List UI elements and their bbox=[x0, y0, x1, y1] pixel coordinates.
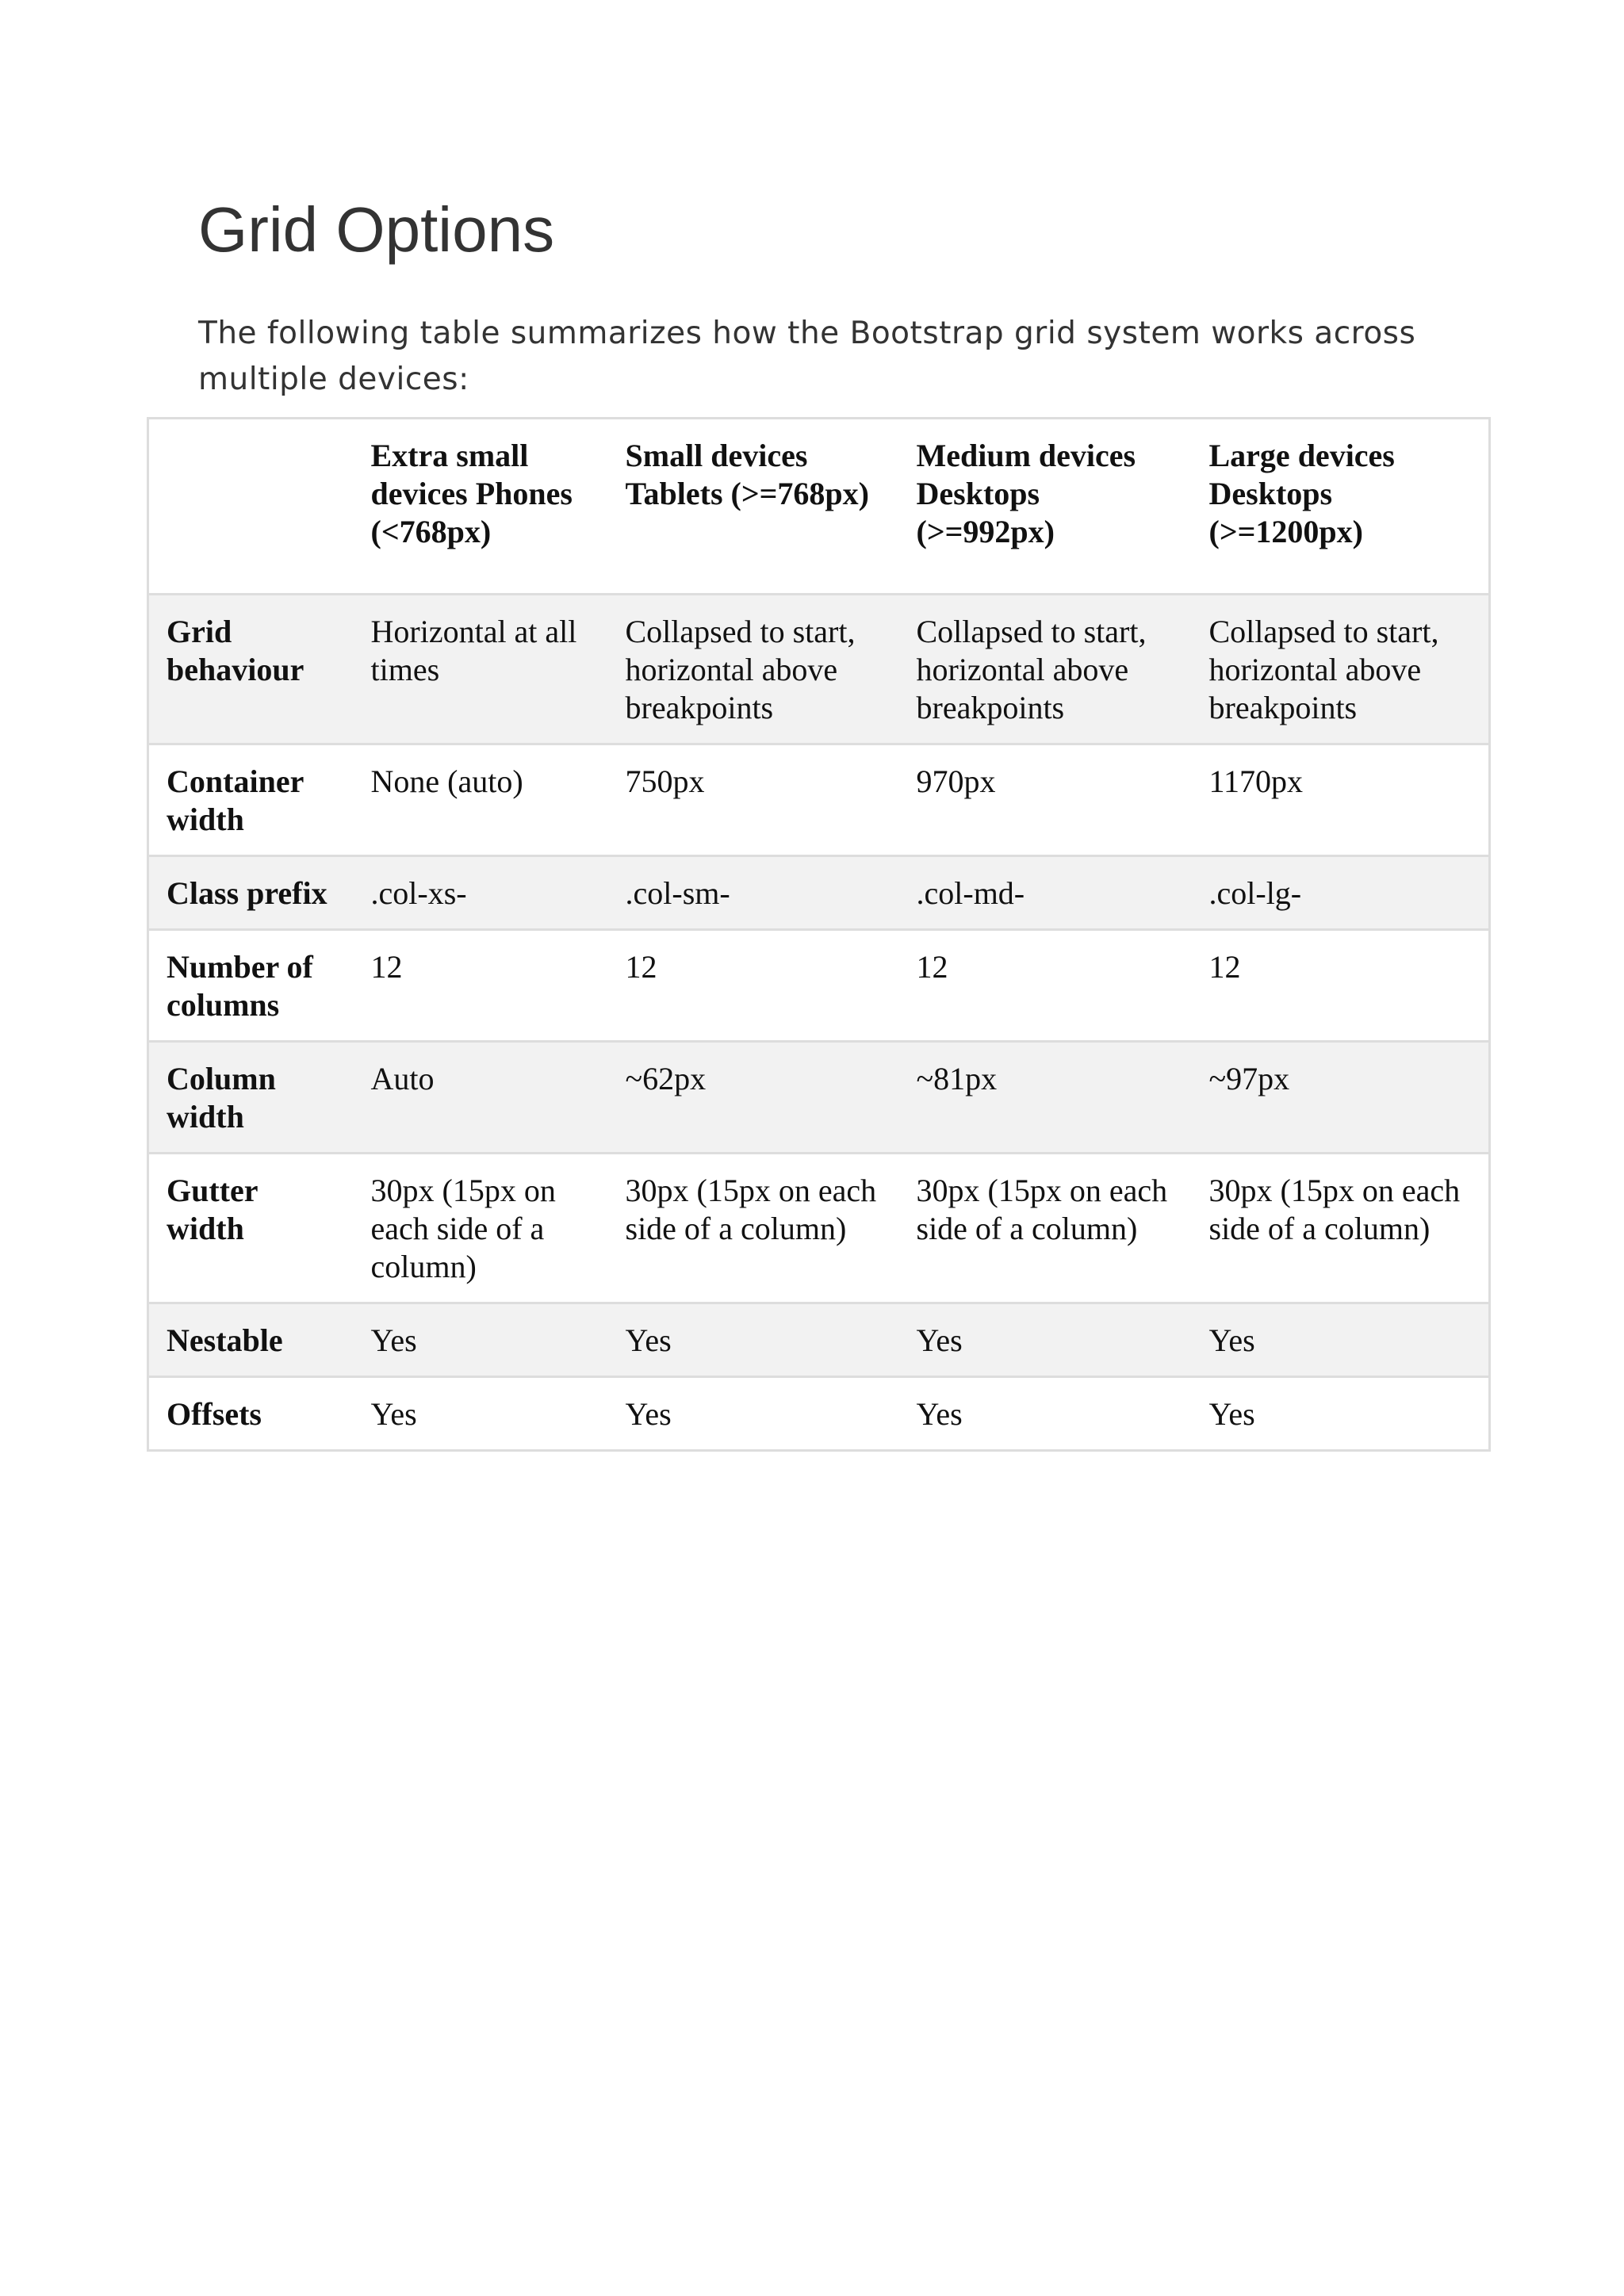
table-cell: 12 bbox=[1192, 930, 1490, 1042]
table-row bbox=[148, 1377, 1490, 1451]
row-label: Grid behaviour bbox=[148, 595, 354, 744]
table-cell: ~62px bbox=[608, 1042, 899, 1154]
header-small: Small devices Tablets (>=768px) bbox=[625, 438, 869, 511]
table-row bbox=[148, 595, 1490, 744]
table-cell: None (auto) bbox=[354, 744, 608, 856]
table-cell: 30px (15px on each side of a column) bbox=[1192, 1154, 1490, 1303]
table-cell: 970px bbox=[899, 744, 1192, 856]
table-cell: 750px bbox=[608, 744, 899, 856]
table-cell: .col-lg- bbox=[1192, 856, 1490, 930]
header-empty-cell bbox=[148, 419, 354, 595]
table-row bbox=[148, 744, 1490, 856]
table-row bbox=[148, 1154, 1490, 1303]
table-row bbox=[148, 930, 1490, 1042]
intro-paragraph: The following table summarizes how the Bootstrap grid system works across multiple devices: bbox=[198, 316, 1416, 397]
table-row bbox=[148, 856, 1490, 930]
table-cell: Auto bbox=[354, 1042, 608, 1154]
table-cell: 12 bbox=[354, 930, 608, 1042]
table-cell: Horizontal at all times bbox=[354, 595, 608, 744]
table-cell: Collapsed to start, horizontal above breakpoints bbox=[1192, 595, 1490, 744]
row-label: Class prefix bbox=[148, 856, 354, 930]
grid-options-table bbox=[147, 417, 1491, 1452]
page-title: Grid Options bbox=[198, 194, 555, 265]
header-extra-small: Extra small devices Phones (<768px) bbox=[370, 438, 573, 549]
table-row bbox=[148, 1042, 1490, 1154]
table-cell: .col-sm- bbox=[608, 856, 899, 930]
row-label: Nestable bbox=[148, 1303, 354, 1377]
table-cell: 12 bbox=[899, 930, 1192, 1042]
header-medium: Medium devices Desktops (>=992px) bbox=[916, 438, 1136, 549]
table-cell: 30px (15px on each side of a column) bbox=[354, 1154, 608, 1303]
table-cell: Yes bbox=[1192, 1377, 1490, 1451]
table-cell: 1170px bbox=[1192, 744, 1490, 856]
table-cell: Yes bbox=[899, 1377, 1192, 1451]
row-label: Container width bbox=[148, 744, 354, 856]
table-cell: Yes bbox=[608, 1303, 899, 1377]
table-cell: 12 bbox=[608, 930, 899, 1042]
row-label: Offsets bbox=[148, 1377, 354, 1451]
table-cell: Yes bbox=[354, 1377, 608, 1451]
table-cell: ~81px bbox=[899, 1042, 1192, 1154]
table-cell: Yes bbox=[354, 1303, 608, 1377]
table-cell: .col-xs- bbox=[354, 856, 608, 930]
table-cell: ~97px bbox=[1192, 1042, 1490, 1154]
table-cell: Collapsed to start, horizontal above breakpoints bbox=[899, 595, 1192, 744]
table-cell: 30px (15px on each side of a column) bbox=[608, 1154, 899, 1303]
table-cell: .col-md- bbox=[899, 856, 1192, 930]
table-cell: Collapsed to start, horizontal above breakpoints bbox=[608, 595, 899, 744]
row-label: Number of columns bbox=[148, 930, 354, 1042]
row-label: Column width bbox=[148, 1042, 354, 1154]
table-row bbox=[148, 1303, 1490, 1377]
row-label: Gutter width bbox=[148, 1154, 354, 1303]
table-cell: Yes bbox=[899, 1303, 1192, 1377]
table-cell: Yes bbox=[608, 1377, 899, 1451]
table-cell: Yes bbox=[1192, 1303, 1490, 1377]
header-large: Large devices Desktops (>=1200px) bbox=[1208, 438, 1395, 549]
table-cell: 30px (15px on each side of a column) bbox=[899, 1154, 1192, 1303]
table-header-row bbox=[148, 419, 1490, 595]
